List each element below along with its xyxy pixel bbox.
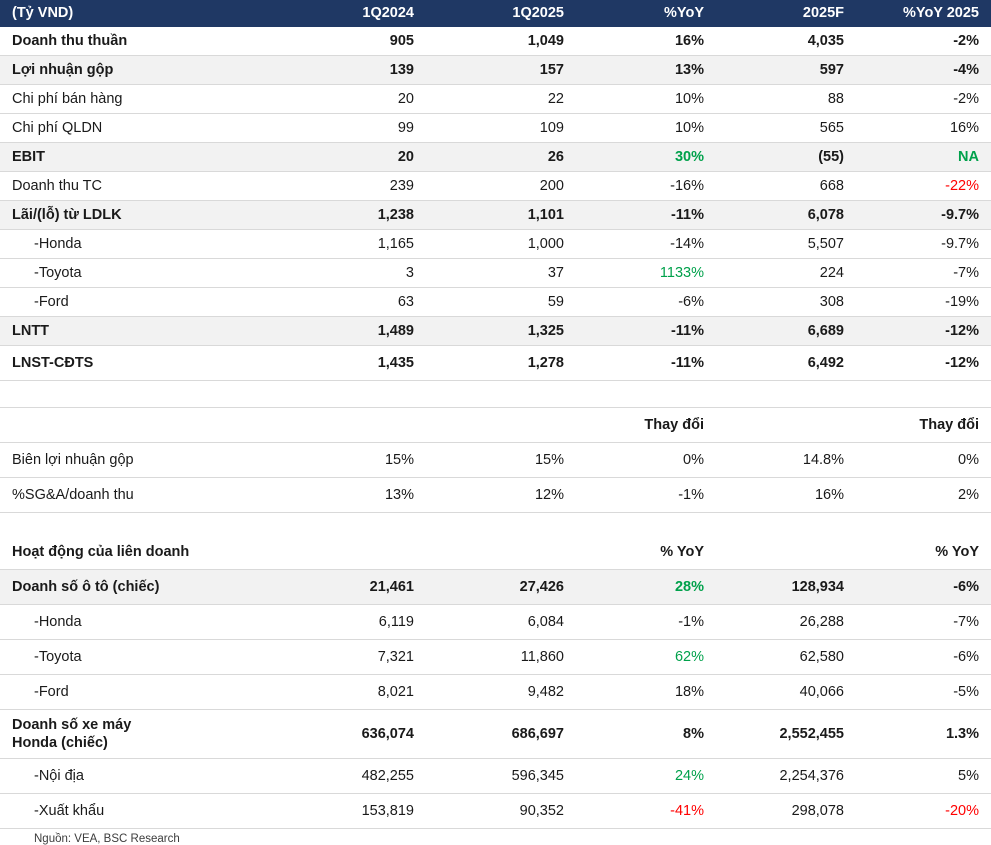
cell-1q2024: [286, 381, 426, 408]
cell-2025f: [716, 513, 856, 536]
cell-2025f: 128,934: [716, 570, 856, 605]
cell-1q2025: 12%: [426, 478, 576, 513]
table-row: [0, 640, 991, 675]
table-row: [0, 605, 991, 640]
column-header-yoy-2025: %YoY 2025: [856, 0, 991, 27]
cell-2025f: 4,035: [716, 27, 856, 56]
cell-2025f: (55): [716, 143, 856, 172]
cell-1q2024: 7,321: [286, 640, 426, 675]
cell-1q2024: 8,021: [286, 675, 426, 710]
cell-2025f: 6,492: [716, 346, 856, 381]
cell-yoy-2025: 1.3%: [856, 710, 991, 759]
cell-yoy-2025: 5%: [856, 759, 991, 794]
cell-yoy: 0%: [576, 443, 716, 478]
cell-1q2024: 21,461: [286, 570, 426, 605]
cell-yoy-2025: NA: [856, 143, 991, 172]
table-row: [0, 346, 991, 381]
cell-1q2024: 1,489: [286, 317, 426, 346]
column-header-2025f: 2025F: [716, 0, 856, 27]
cell-1q2024: 139: [286, 56, 426, 85]
cell-1q2025: 1,278: [426, 346, 576, 381]
cell-2025f: 6,689: [716, 317, 856, 346]
cell-1q2024: 1,435: [286, 346, 426, 381]
cell-yoy: 13%: [576, 56, 716, 85]
cell-1q2025: 157: [426, 56, 576, 85]
cell-1q2025: 90,352: [426, 794, 576, 829]
cell-2025f: 298,078: [716, 794, 856, 829]
cell-yoy: -11%: [576, 201, 716, 230]
table-row: [0, 478, 991, 513]
table-row: [0, 317, 991, 346]
row-label-indented: -Xuất khẩu: [34, 803, 105, 820]
row-label: Doanh thu TC: [0, 172, 286, 201]
cell-1q2025: 26: [426, 143, 576, 172]
row-label: Chi phí QLDN: [0, 114, 286, 143]
source-note: Nguồn: VEA, BSC Research: [34, 833, 180, 845]
cell-1q2025: [426, 408, 576, 443]
cell-2025f: 565: [716, 114, 856, 143]
cell-1q2025: 686,697: [426, 710, 576, 759]
cell-2025f: 14.8%: [716, 443, 856, 478]
row-label: Doanh số xe máy Honda (chiếc): [0, 710, 286, 759]
table-row: [0, 675, 991, 710]
cell-1q2024: 636,074: [286, 710, 426, 759]
cell-yoy: -11%: [576, 317, 716, 346]
cell-2025f: [716, 408, 856, 443]
table-row: [0, 408, 991, 443]
cell-1q2025: 9,482: [426, 675, 576, 710]
row-label: [0, 408, 286, 443]
column-header-1q2024: 1Q2024: [286, 0, 426, 27]
column-header-yoy: %YoY: [576, 0, 716, 27]
cell-1q2025: 1,000: [426, 230, 576, 259]
cell-1q2025: 200: [426, 172, 576, 201]
cell-2025f: 88: [716, 85, 856, 114]
cell-yoy-2025: -9.7%: [856, 201, 991, 230]
cell-1q2024: 99: [286, 114, 426, 143]
cell-yoy-2025: -12%: [856, 317, 991, 346]
cell-yoy: 8%: [576, 710, 716, 759]
cell-2025f: 597: [716, 56, 856, 85]
table-row: [0, 759, 991, 794]
table-row: [0, 443, 991, 478]
cell-1q2024: 13%: [286, 478, 426, 513]
cell-yoy-2025: [856, 381, 991, 408]
cell-yoy: 28%: [576, 570, 716, 605]
row-label-indented: -Honda: [34, 614, 82, 630]
cell-2025f: 2,254,376: [716, 759, 856, 794]
cell-2025f: [716, 535, 856, 570]
cell-yoy: -6%: [576, 288, 716, 317]
row-label: [0, 759, 286, 794]
cell-1q2025: 1,325: [426, 317, 576, 346]
table-row: [0, 85, 991, 114]
cell-yoy-2025: -7%: [856, 605, 991, 640]
cell-yoy: -11%: [576, 346, 716, 381]
cell-2025f: 26,288: [716, 605, 856, 640]
cell-1q2025: 27,426: [426, 570, 576, 605]
cell-1q2025: 15%: [426, 443, 576, 478]
cell-2025f: 224: [716, 259, 856, 288]
row-label: LNST-CĐTS: [0, 346, 286, 381]
cell-yoy-2025: -20%: [856, 794, 991, 829]
table-header: [0, 0, 991, 27]
row-label: [0, 230, 286, 259]
cell-yoy: 18%: [576, 675, 716, 710]
row-label: Lãi/(lỗ) từ LDLK: [0, 201, 286, 230]
cell-1q2024: 482,255: [286, 759, 426, 794]
row-label: [0, 675, 286, 710]
column-header-unit: (Tỷ VND): [0, 0, 286, 27]
cell-yoy-2025: -12%: [856, 346, 991, 381]
cell-yoy-2025: -7%: [856, 259, 991, 288]
cell-yoy-2025: Thay đổi: [856, 408, 991, 443]
cell-yoy-2025: -9.7%: [856, 230, 991, 259]
table-row: [0, 710, 991, 759]
cell-yoy-2025: 0%: [856, 443, 991, 478]
cell-2025f: 308: [716, 288, 856, 317]
cell-yoy: -1%: [576, 605, 716, 640]
cell-2025f: 40,066: [716, 675, 856, 710]
cell-yoy: 30%: [576, 143, 716, 172]
row-label: Biên lợi nhuận gộp: [0, 443, 286, 478]
table-row: [0, 794, 991, 829]
cell-1q2025: [426, 535, 576, 570]
cell-1q2024: 905: [286, 27, 426, 56]
cell-1q2024: 6,119: [286, 605, 426, 640]
row-label: Doanh thu thuần: [0, 27, 286, 56]
cell-1q2024: [286, 513, 426, 536]
cell-1q2025: 37: [426, 259, 576, 288]
cell-yoy-2025: -2%: [856, 27, 991, 56]
table-row: [0, 172, 991, 201]
row-label: %SG&A/doanh thu: [0, 478, 286, 513]
row-label: [0, 794, 286, 829]
table-row: [0, 570, 991, 605]
cell-yoy-2025: -5%: [856, 675, 991, 710]
cell-1q2025: 6,084: [426, 605, 576, 640]
cell-yoy-2025: -22%: [856, 172, 991, 201]
cell-yoy: % YoY: [576, 535, 716, 570]
table-row: [0, 114, 991, 143]
table-row: [0, 535, 991, 570]
cell-2025f: 2,552,455: [716, 710, 856, 759]
cell-1q2024: 239: [286, 172, 426, 201]
cell-yoy: Thay đổi: [576, 408, 716, 443]
row-label: Chi phí bán hàng: [0, 85, 286, 114]
cell-1q2025: 59: [426, 288, 576, 317]
cell-1q2025: [426, 513, 576, 536]
cell-yoy: 62%: [576, 640, 716, 675]
table-body: [0, 27, 991, 829]
cell-2025f: [716, 381, 856, 408]
cell-yoy: 24%: [576, 759, 716, 794]
row-label: Lợi nhuận gộp: [0, 56, 286, 85]
cell-yoy-2025: -19%: [856, 288, 991, 317]
cell-yoy-2025: 2%: [856, 478, 991, 513]
table-row: [0, 56, 991, 85]
row-label: Doanh số ô tô (chiếc): [0, 570, 286, 605]
cell-1q2025: 11,860: [426, 640, 576, 675]
cell-1q2024: 3: [286, 259, 426, 288]
row-label: [0, 605, 286, 640]
cell-yoy: 1133%: [576, 259, 716, 288]
cell-yoy-2025: % YoY: [856, 535, 991, 570]
cell-1q2024: 20: [286, 85, 426, 114]
cell-yoy: [576, 381, 716, 408]
table-row: [0, 143, 991, 172]
row-label-indented: -Ford: [34, 294, 69, 310]
cell-1q2024: 15%: [286, 443, 426, 478]
cell-yoy: -14%: [576, 230, 716, 259]
cell-2025f: 668: [716, 172, 856, 201]
cell-1q2024: 63: [286, 288, 426, 317]
cell-1q2025: 1,101: [426, 201, 576, 230]
row-label-indented: -Ford: [34, 684, 69, 700]
cell-yoy: [576, 513, 716, 536]
cell-yoy: 10%: [576, 85, 716, 114]
cell-yoy: 10%: [576, 114, 716, 143]
row-label: Hoạt động của liên doanh: [0, 535, 286, 570]
table-row: [0, 201, 991, 230]
row-label-indented: -Toyota: [34, 649, 82, 665]
cell-1q2025: 109: [426, 114, 576, 143]
cell-yoy: -41%: [576, 794, 716, 829]
cell-yoy: 16%: [576, 27, 716, 56]
table-row: [0, 381, 991, 408]
table-header-row: [0, 0, 991, 27]
cell-1q2024: 20: [286, 143, 426, 172]
cell-1q2024: 153,819: [286, 794, 426, 829]
cell-1q2024: 1,165: [286, 230, 426, 259]
cell-1q2024: [286, 408, 426, 443]
table-row: [0, 27, 991, 56]
cell-2025f: 16%: [716, 478, 856, 513]
cell-1q2025: 596,345: [426, 759, 576, 794]
row-label-indented: -Nội địa: [34, 768, 84, 785]
column-header-1q2025: 1Q2025: [426, 0, 576, 27]
cell-1q2024: [286, 535, 426, 570]
cell-yoy-2025: -6%: [856, 570, 991, 605]
cell-1q2024: 1,238: [286, 201, 426, 230]
row-label: [0, 288, 286, 317]
cell-yoy: -16%: [576, 172, 716, 201]
row-label: [0, 640, 286, 675]
cell-yoy-2025: -4%: [856, 56, 991, 85]
row-label-indented: -Toyota: [34, 265, 82, 281]
table-row: [0, 230, 991, 259]
cell-2025f: 6,078: [716, 201, 856, 230]
table-row: [0, 259, 991, 288]
cell-2025f: 5,507: [716, 230, 856, 259]
row-label: EBIT: [0, 143, 286, 172]
cell-1q2025: 1,049: [426, 27, 576, 56]
table-row: [0, 288, 991, 317]
row-label: [0, 381, 286, 408]
cell-yoy-2025: [856, 513, 991, 536]
row-label: [0, 513, 286, 536]
cell-yoy-2025: 16%: [856, 114, 991, 143]
cell-yoy: -1%: [576, 478, 716, 513]
cell-1q2025: [426, 381, 576, 408]
cell-2025f: 62,580: [716, 640, 856, 675]
cell-yoy-2025: -6%: [856, 640, 991, 675]
cell-yoy-2025: -2%: [856, 85, 991, 114]
cell-1q2025: 22: [426, 85, 576, 114]
row-label: LNTT: [0, 317, 286, 346]
table-row: [0, 513, 991, 536]
row-label: [0, 259, 286, 288]
row-label-indented: -Honda: [34, 236, 82, 252]
